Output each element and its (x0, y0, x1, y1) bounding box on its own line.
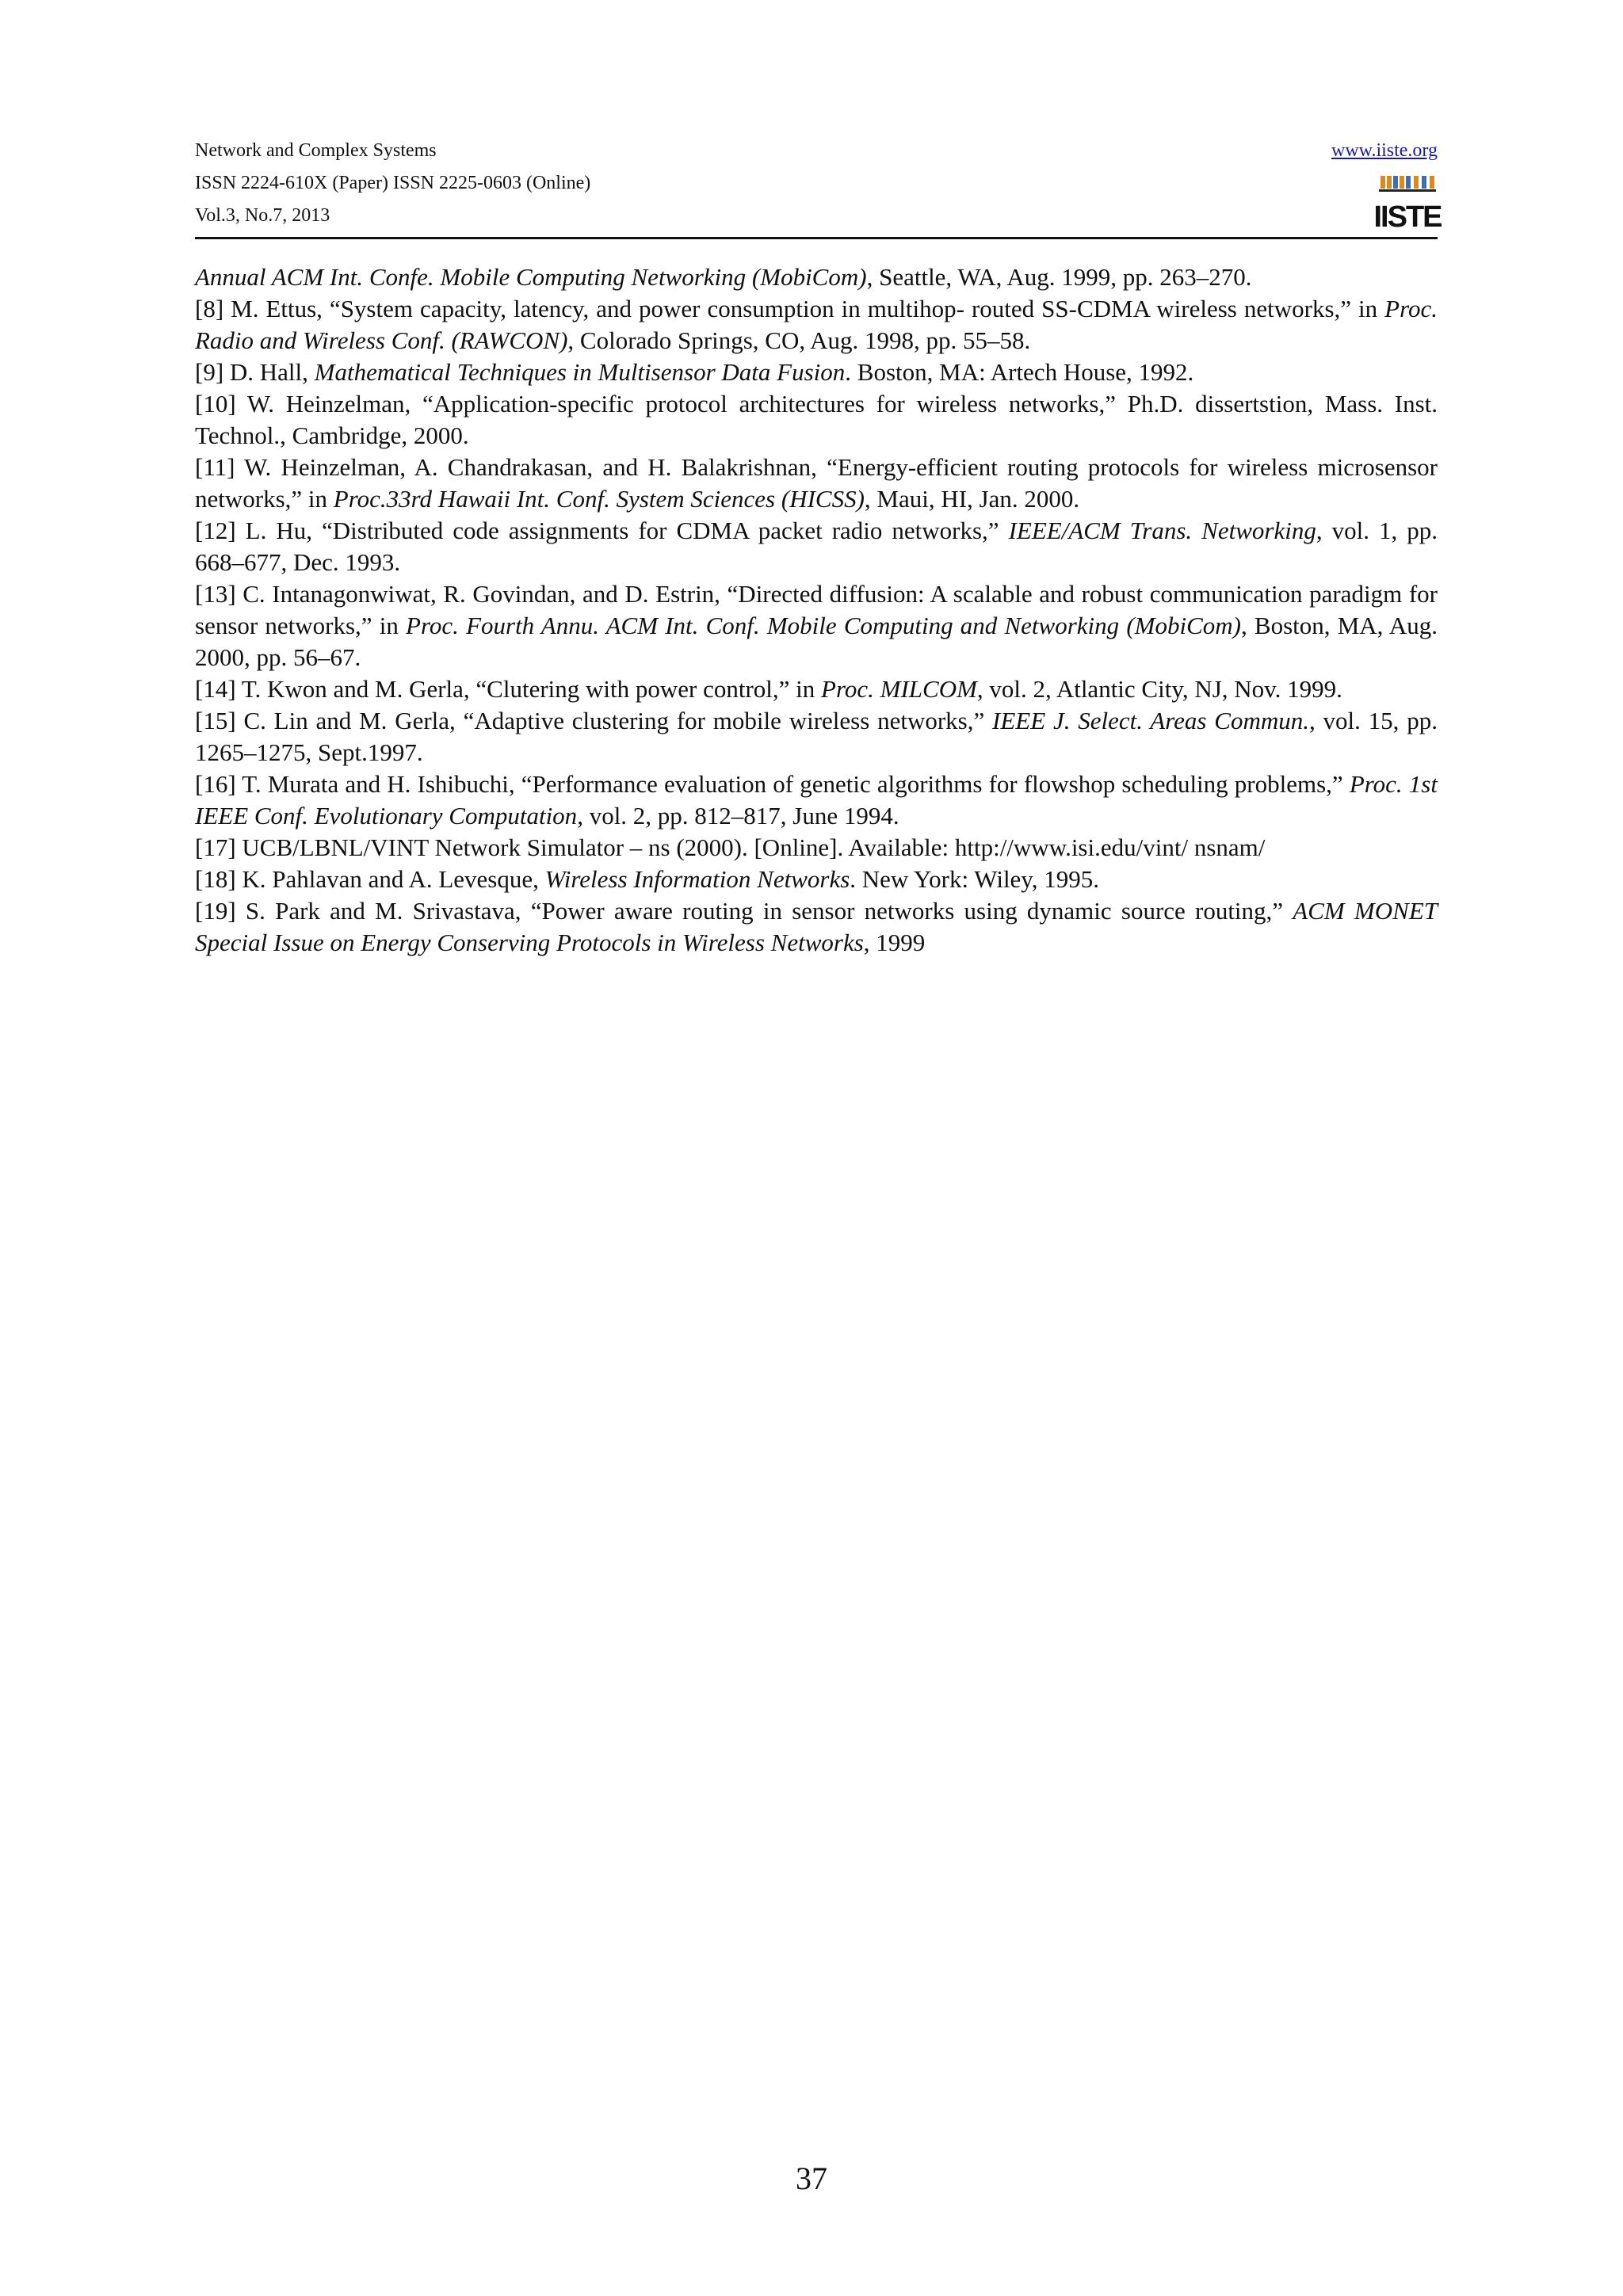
reference-list (195, 261, 1438, 959)
reference-italic-text: Proc. MILCOM (821, 675, 977, 703)
reference-text: , Seattle, WA, Aug. 1999, pp. 263–270. (866, 263, 1252, 291)
reference-italic-text: Proc.33rd Hawaii Int. Conf. System Sciences (HICSS) (333, 485, 865, 513)
reference-entry (195, 864, 1438, 895)
reference-italic-text: Proc. 1st IEEE Conf. Evolutionary Computation (195, 770, 1438, 830)
reference-text: [13] C. Intanagonwiwat, R. Govindan, and D. Estrin, “Directed diffusion: A scalable and robust communication paradigm for sensor networks,” in (195, 580, 1438, 639)
reference-entry (195, 388, 1438, 452)
reference-text: , vol. 2, pp. 812–817, June 1994. (577, 802, 899, 830)
reference-entry (195, 769, 1438, 832)
reference-italic-text: Annual ACM Int. Confe. Mobile Computing Networking (MobiCom) (195, 263, 867, 291)
reference-text: , vol. 2, Atlantic City, NJ, Nov. 1999. (976, 675, 1342, 703)
reference-entry (195, 832, 1438, 864)
reference-text: [10] W. Heinzelman, “Application-specific protocol architectures for wireless networks,” Ph.D. dissertstion, Mass. Inst. Technol., Cambridge, 2000. (195, 390, 1438, 449)
reference-entry (195, 673, 1438, 705)
reference-text: [18] K. Pahlavan and A. Levesque, (195, 865, 545, 893)
reference-text: , Maui, HI, Jan. 2000. (864, 485, 1080, 513)
reference-text: [11] W. Heinzelman, A. Chandrakasan, and H. Balakrishnan, “Energy-efficient routing protocols for wireless microsensor networks,” in (195, 453, 1438, 513)
reference-entry (195, 452, 1438, 515)
reference-text: [12] L. Hu, “Distributed code assignments for CDMA packet radio networks,” (195, 517, 1009, 544)
reference-italic-text: Proc. Fourth Annu. ACM Int. Conf. Mobile Computing and Networking (MobiCom) (406, 612, 1241, 639)
reference-text: [19] S. Park and M. Srivastava, “Power aware routing in sensor networks using dynamic source routing,” (195, 897, 1293, 925)
reference-entry (195, 578, 1438, 673)
reference-text: . New York: Wiley, 1995. (850, 865, 1100, 893)
reference-entry (195, 357, 1438, 388)
reference-text: , vol. 1, pp. 668–677, Dec. 1993. (195, 517, 1438, 576)
reference-entry (195, 293, 1438, 357)
reference-italic-text: Mathematical Techniques in Multisensor Data Fusion (314, 358, 846, 386)
reference-text: [15] C. Lin and M. Gerla, “Adaptive clustering for mobile wireless networks,” (195, 707, 993, 734)
website-link[interactable]: www.iiste.org (1331, 140, 1438, 161)
reference-text: [8] M. Ettus, “System capacity, latency, and power consumption in multihop- routed SS-CDMA wireless networks,” in (195, 295, 1385, 322)
issn-line: ISSN 2224-610X (Paper) ISSN 2225-0603 (Online) (195, 173, 591, 193)
reference-text: . Boston, MA: Artech House, 1992. (845, 358, 1194, 386)
reference-text: [16] T. Murata and H. Ishibuchi, “Performance evaluation of genetic algorithms for flowshop scheduling problems,” (195, 770, 1350, 798)
reference-text: , Boston, MA, Aug. 2000, pp. 56–67. (195, 612, 1438, 671)
reference-text: [14] T. Kwon and M. Gerla, “Clutering with power control,” in (195, 675, 822, 703)
reference-italic-text: ACM MONET Special Issue on Energy Conserving Protocols in Wireless Networks (195, 897, 1438, 956)
volume-line: Vol.3, No.7, 2013 (195, 205, 330, 226)
journal-name: Network and Complex Systems (195, 140, 437, 161)
iiste-logo (1373, 173, 1442, 234)
logo-text: IISTE (1373, 200, 1442, 234)
reference-entry (195, 705, 1438, 769)
reference-text: , Colorado Springs, CO, Aug. 1998, pp. 55–58. (567, 326, 1031, 354)
reference-text: , 1999 (863, 929, 926, 956)
reference-italic-text: IEEE J. Select. Areas Commun. (992, 707, 1309, 734)
page-header (195, 136, 1442, 239)
reference-italic-text: IEEE/ACM Trans. Networking (1008, 517, 1316, 544)
reference-text: [17] UCB/LBNL/VINT Network Simulator – ns (2000). [Online]. Available: http://www.isi.edu/vint/ nsnam/ (195, 833, 1266, 861)
reference-entry (195, 261, 1438, 293)
reference-text: , vol. 15, pp. 1265–1275, Sept.1997. (195, 707, 1438, 766)
reference-entry (195, 895, 1438, 959)
reference-italic-text: Wireless Information Networks (544, 865, 850, 893)
reference-entry (195, 515, 1438, 578)
reference-text: [9] D. Hall, (195, 358, 315, 386)
reference-italic-text: Proc. Radio and Wireless Conf. (RAWCON) (195, 295, 1438, 354)
page-number: 37 (796, 2161, 827, 2196)
